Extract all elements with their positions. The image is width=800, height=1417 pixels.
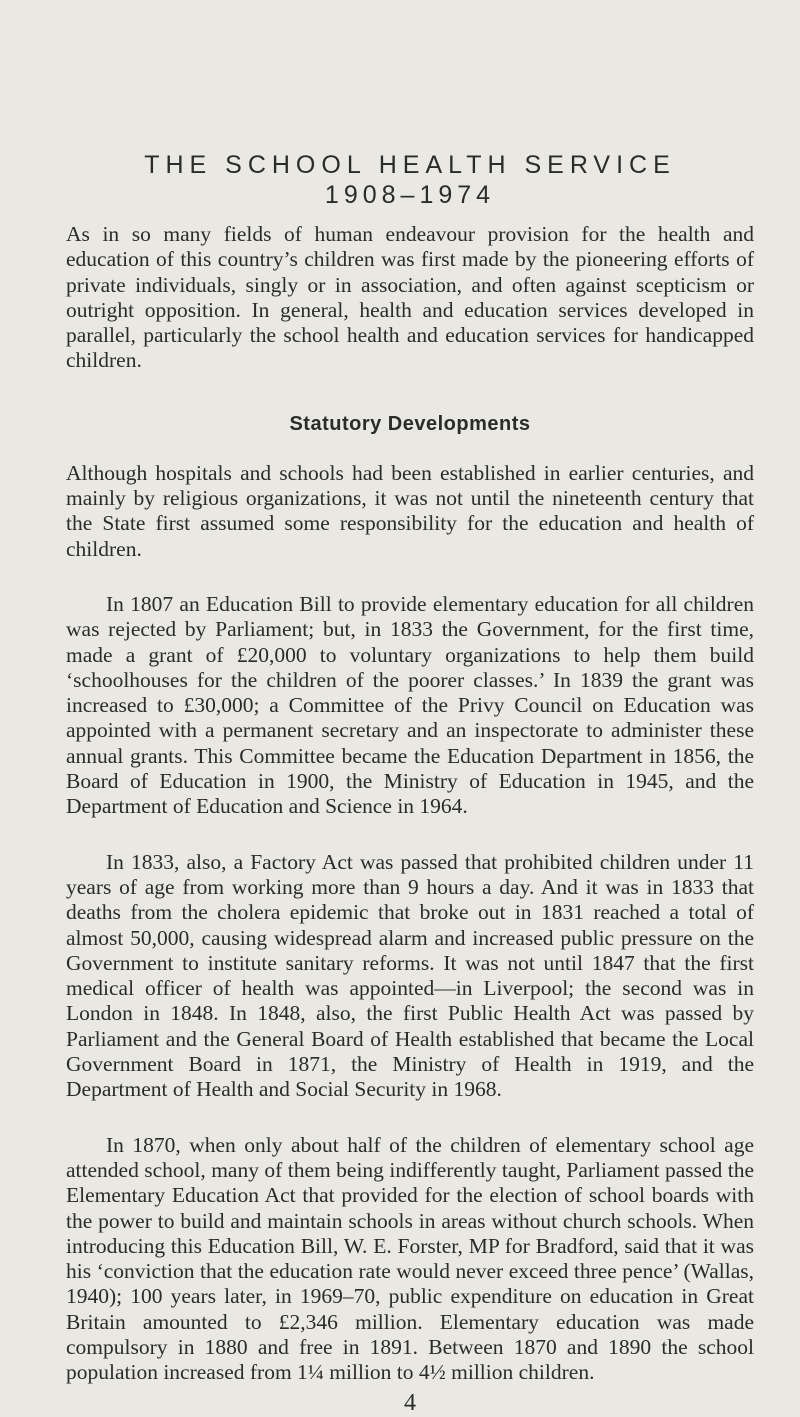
page-number: 4 xyxy=(404,1389,416,1416)
body-paragraph-3: In 1833, also, a Factory Act was passed that prohibited children under 11 years of age from working more than 9 hours a day. And it was in 1833 that deaths from the cholera epidemic that broke out in 1831 reached a total of almost 50,000, causing widespread alarm and increased public pressure on the Government to institute sanitary reforms. It was not until 1847 that the first medical officer of health was appointed—in Liverpool; the second was in London in 1848. In 1848, also, the first Public Health Act was passed by Parliament and the General Board of Health established that became the Local Government Board in 1871, the Ministry of Health in 1919, and the Department of Health and Social Security in 1968. xyxy=(66,849,754,1102)
intro-paragraph: As in so many fields of human endeavour provision for the health and education of this country’s children was first made by the pioneering efforts of private individuals, singly or in association, and often against scepticism or outright opposition. In general, health and education services developed in parallel, particularly the school health and education services for handicapped children. xyxy=(66,222,754,373)
document-page xyxy=(66,150,754,1417)
document-years: 1908–1974 xyxy=(324,181,496,209)
section-heading: Statutory Developments xyxy=(289,412,531,435)
body-paragraph-4: In 1870, when only about half of the children of elementary school age attended school, many of them being indifferently taught, Parliament passed the Elementary Education Act that provided for the election of school boards with the power to build and maintain schools in areas without church schools. When introducing this Education Bill, W. E. Forster, MP for Bradford, said that it was his ‘conviction that the education rate would never exceed three pence’ (Wallas, 1940); 100 years later, in 1969–70, public expenditure on education in Great Britain amounted to £2,346 million. Elementary education was made compulsory in 1880 and free in 1891. Between 1870 and 1890 the school population increased from 1¼ million to 4½ million children. xyxy=(66,1132,754,1385)
body-paragraph-2: In 1807 an Education Bill to provide elementary education for all children was rejected by Parliament; but, in 1833 the Government, for the first time, made a grant of £20,000 to voluntary organizations to help them build ‘schoolhouses for the children of the poorer classes.’ In 1839 the grant was increased to £30,000; a Committee of the Privy Council on Education was appointed with a permanent secretary and an inspectorate to administer these annual grants. This Committee became the Education Department in 1856, the Board of Education in 1900, the Ministry of Education in 1945, and the Department of Education and Science in 1964. xyxy=(66,591,754,819)
document-title: THE SCHOOL HEALTH SERVICE xyxy=(144,151,676,179)
body-paragraph-1: Although hospitals and schools had been established in earlier centuries, and mainly by religious organizations, it was not until the nineteenth century that the State first assumed some responsibility for the education and health of children. xyxy=(66,460,754,561)
